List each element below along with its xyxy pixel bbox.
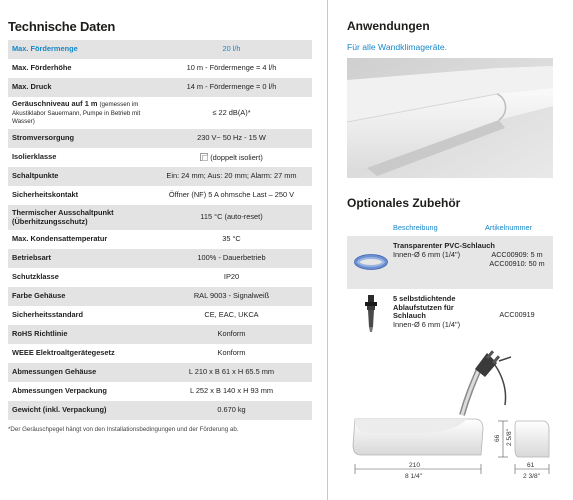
- table-row: [8, 186, 312, 205]
- spec-label: Farbe Gehäuse: [8, 287, 151, 306]
- hose-coil-icon: [353, 249, 389, 275]
- spec-label: Sicherheitskontakt: [12, 190, 79, 200]
- table-row: [8, 97, 312, 129]
- spec-value: L 210 x B 61 x H 65.5 mm: [151, 363, 312, 382]
- spec-value: Ein: 24 mm; Aus: 20 mm; Alarm: 27 mm: [151, 167, 312, 186]
- spec-value: IP20: [223, 272, 240, 282]
- footnote: *Der Geräuschpegel hängt von den Installationsbedingungen und der Förderung ab.: [8, 426, 239, 433]
- table-row: [8, 287, 312, 306]
- table-row: [8, 344, 312, 363]
- spec-value: 20 l/h: [151, 40, 312, 59]
- spec-label: Max. Förderhöhe: [12, 63, 72, 73]
- table-row: [8, 325, 312, 344]
- accessories-header: [347, 223, 553, 233]
- spec-value: 35 °C: [222, 234, 241, 244]
- list-item: [347, 236, 553, 289]
- insulation-value: (doppelt isoliert): [210, 152, 263, 162]
- table-row: [8, 249, 312, 268]
- accessory-name-bold: 5 selbstdichtende Ablaufstutzen für Schlauch: [393, 294, 456, 321]
- spec-label: Abmessungen Verpackung: [12, 386, 107, 396]
- applications-title: Anwendungen: [347, 19, 430, 33]
- accessories-title: Optionales Zubehör: [347, 196, 461, 210]
- length-in-label: 8 1/4": [405, 473, 423, 480]
- accessory-article: [479, 251, 555, 268]
- table-row: [8, 129, 312, 148]
- spec-value: 115 °C (auto-reset): [151, 205, 312, 230]
- table-row: [8, 306, 312, 325]
- spec-table: [8, 40, 312, 420]
- spec-value: L 252 x B 140 x H 93 mm: [189, 386, 274, 396]
- col-article: Artikelnummer: [485, 223, 533, 232]
- article-line: ACC00910: 50 m: [489, 258, 545, 268]
- spec-label: Isolierklasse: [12, 152, 57, 162]
- spec-label: Abmessungen Gehäuse: [8, 363, 151, 382]
- applications-subtitle: Für alle Wandklimageräte.: [347, 42, 447, 52]
- accessory-name-bold: Transparenter PVC-Schlauch: [393, 241, 495, 250]
- spec-value: 10 m - Fördermenge = 4 l/h: [186, 63, 277, 73]
- spec-label: Sicherheitsstandard: [12, 310, 84, 320]
- article-line: ACC00919: [499, 310, 535, 319]
- spec-label: Schaltpunkte: [8, 167, 151, 186]
- table-row: [8, 78, 312, 97]
- table-row: [8, 268, 312, 287]
- table-row: [8, 401, 312, 420]
- spec-label: Max. Fördermenge: [8, 40, 151, 59]
- table-row: [8, 148, 312, 167]
- accessory-article: [479, 311, 555, 320]
- spec-value: 14 m - Fördermenge = 0 l/h: [151, 78, 312, 97]
- list-item: [347, 292, 553, 340]
- spec-value: Öffner (NF) 5 A ohmsche Last – 250 V: [168, 190, 295, 200]
- spec-value: RAL 9003 - Signalweiß: [151, 287, 312, 306]
- col-description: Beschreibung: [393, 223, 438, 232]
- air-conditioner-photo: [347, 58, 553, 178]
- article-line: ACC00909: 5 m: [491, 250, 543, 259]
- spec-value: CE, EAC, UKCA: [204, 310, 259, 320]
- spec-label: Betriebsart: [8, 249, 151, 268]
- spec-label: WEEE Elektroaltgerätegesetz: [12, 348, 115, 358]
- table-row: [8, 230, 312, 249]
- spec-value: ≤ 22 dB(A)*: [212, 107, 251, 117]
- height-mm-label: 66: [494, 434, 501, 442]
- spec-value: 100% - Dauerbetrieb: [151, 249, 312, 268]
- table-row: [8, 205, 312, 230]
- spec-value: 0.670 kg: [151, 401, 312, 420]
- column-divider: [327, 0, 328, 500]
- noise-label: Geräuschniveau auf 1 m: [12, 98, 98, 108]
- table-row: [8, 59, 312, 78]
- height-in-label: 2 5/8": [506, 428, 513, 446]
- technical-data-title: Technische Daten: [8, 19, 116, 34]
- spec-label: Schutzklasse: [12, 272, 59, 282]
- accessory-name-rest: Innen-Ø 6 mm (1/4"): [393, 319, 461, 329]
- spec-label: Thermischer Ausschaltpunkt (Überhitzungsschutz): [8, 205, 151, 230]
- accessory-name-rest: Innen-Ø 6 mm (1/4"): [393, 249, 461, 259]
- spec-label: Max. Druck: [8, 78, 151, 97]
- table-row: [8, 167, 312, 186]
- length-mm-label: 210: [409, 462, 421, 469]
- double-insulation-icon: [200, 153, 208, 161]
- width-mm-label: 61: [527, 462, 535, 469]
- noise-note: (gemessen im Akustiklabor Sauermann, Pumpe in Betrieb mit Wasser): [12, 100, 141, 126]
- table-row: [8, 363, 312, 382]
- accessory-name: [393, 295, 471, 329]
- spec-value: [151, 148, 312, 167]
- spec-label: [8, 97, 151, 129]
- spec-value: Konform: [217, 348, 246, 358]
- spec-label: Max. Kondensattemperatur: [12, 234, 108, 244]
- drain-nozzle-icon: [364, 295, 378, 333]
- table-row: [8, 382, 312, 401]
- spec-label: Gewicht (inkl. Verpackung): [8, 401, 151, 420]
- spec-label: Stromversorgung: [8, 129, 151, 148]
- spec-label: RoHS Richtlinie: [8, 325, 151, 344]
- dimension-drawing: [347, 347, 563, 500]
- spec-value: 230 V~ 50 Hz - 15 W: [151, 129, 312, 148]
- width-in-label: 2 3/8": [523, 473, 541, 480]
- spec-value: Konform: [151, 325, 312, 344]
- table-row: [8, 40, 312, 59]
